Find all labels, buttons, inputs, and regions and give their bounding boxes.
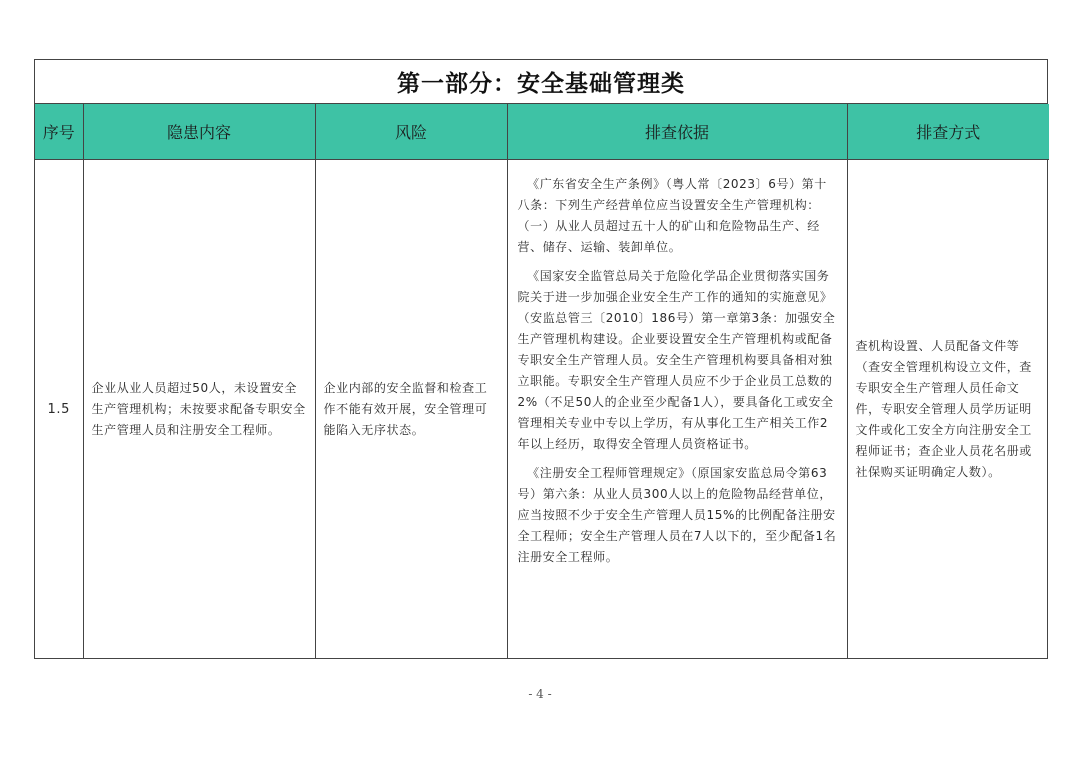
row-hazard: 企业从业人员超过50人，未设置安全生产管理机构；未按要求配备专职安全生产管理人员和注册安全工程师。 <box>83 160 315 659</box>
basis-paragraph: 《国家安全监管总局关于危险化学品企业贯彻落实国务院关于进一步加强企业安全生产工作的通知的实施意见》（安监总管三〔2010〕186号）第一章第3条：加强安全生产管理机构建设。企业要设置安全生产管理机构或配备专职安全生产管理人员。安全生产管理机构要具备相对独立职能。专职安全生产管理人员应不少于企业员工总数的2%（不足50人的企业至少配备1人），要具备化工或安全管理相关专业中专以上学历，有从事化工生产相关工作2年以上经历，取得安全管理人员资格证书。 <box>517 269 836 451</box>
section-title: 第一部分：安全基础管理类 <box>35 60 1047 104</box>
table-row <box>35 160 1049 659</box>
page-number: - 4 - <box>528 687 552 701</box>
row-basis <box>507 160 847 659</box>
column-header-method: 排查方式 <box>847 104 1049 160</box>
row-seq: 1.5 <box>35 160 83 659</box>
table-header-row <box>35 104 1049 160</box>
row-method: 查机构设置、人员配备文件等（查安全管理机构设立文件，查专职安全生产管理人员任命文件，专职安全管理人员学历证明文件或化工安全方向注册安全工程师证书；查企业人员花名册或社保购买证明确定人数）。 <box>847 160 1049 659</box>
basis-paragraph: 《注册安全工程师管理规定》（原国家安监总局令第63号）第六条：从业人员300人以上的危险物品经营单位，应当按照不少于安全生产管理人员15%的比例配备注册安全工程师；安全生产管理人员在7人以下的，至少配备1名注册安全工程师。 <box>517 466 837 564</box>
document-table <box>34 59 1048 659</box>
column-header-seq: 序号 <box>35 104 83 160</box>
column-header-hazard: 隐患内容 <box>83 104 315 160</box>
row-risk: 企业内部的安全监督和检查工作不能有效开展，安全管理可能陷入无序状态。 <box>315 160 507 659</box>
basis-paragraph: 《广东省安全生产条例》（粤人常〔2023〕6号）第十八条：下列生产经营单位应当设置安全生产管理机构：（一）从业人员超过五十人的矿山和危险物品生产、经营、储存、运输、装卸单位。 <box>517 177 827 254</box>
hazard-table <box>35 104 1049 659</box>
column-header-risk: 风险 <box>315 104 507 160</box>
column-header-basis: 排查依据 <box>507 104 847 160</box>
